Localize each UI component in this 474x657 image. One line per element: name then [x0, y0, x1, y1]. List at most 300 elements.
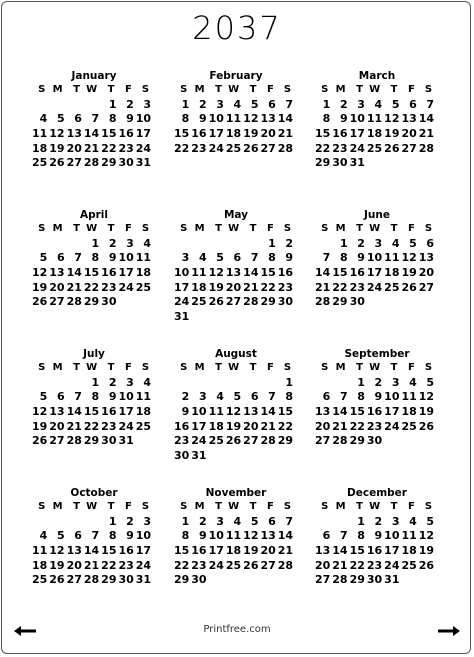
day-cell: 1 — [285, 375, 294, 389]
day-cell: 8 — [108, 112, 117, 126]
weekday-header: T — [249, 501, 257, 512]
day-cell: 3 — [391, 375, 400, 389]
day-cell: 25 — [384, 280, 400, 294]
blank-cell — [47, 376, 64, 391]
day-cell: 19 — [49, 558, 65, 572]
day-cell: 8 — [285, 390, 294, 404]
day-cell: 26 — [418, 558, 435, 572]
day-cell: 27 — [225, 295, 242, 309]
day-cell: 4 — [233, 97, 242, 111]
day-cell: 17 — [366, 266, 383, 280]
day-cell: 16 — [191, 127, 207, 141]
day-cell: 20 — [418, 266, 435, 280]
day-cell: 27 — [66, 156, 82, 170]
day-cell: 4 — [374, 97, 383, 111]
day-cell: 26 — [384, 141, 400, 155]
blank-cell — [47, 237, 64, 252]
weekday-header: T — [107, 84, 115, 95]
day-cell: 10 — [118, 390, 134, 404]
day-cell: 25 — [31, 573, 48, 587]
weekday-header: T — [249, 84, 257, 95]
day-cell: 25 — [191, 295, 207, 309]
day-cell: 12 — [401, 251, 417, 265]
day-cell: 31 — [349, 156, 365, 170]
day-cell: 5 — [426, 514, 435, 528]
day-cell: 31 — [118, 434, 134, 448]
day-cell: 17 — [135, 127, 152, 141]
day-cell: 30 — [118, 573, 134, 587]
day-cell: 22 — [349, 419, 365, 433]
weekday-header: F — [124, 223, 132, 234]
day-cell: 20 — [243, 419, 259, 433]
day-cell: 14 — [83, 127, 100, 141]
day-cell: 29 — [349, 434, 365, 448]
day-cell: 2 — [357, 236, 365, 250]
day-cell: 22 — [332, 280, 348, 294]
weekday-header: T — [356, 84, 363, 95]
day-cell: 22 — [260, 280, 276, 294]
day-cell: 22 — [173, 141, 190, 155]
day-cell: 28 — [314, 295, 331, 309]
day-cell: 21 — [277, 127, 294, 141]
weekday-header: T — [215, 84, 222, 95]
day-cell: 17 — [384, 405, 400, 419]
day-cell: 26 — [49, 156, 65, 170]
day-cell: 2 — [198, 97, 207, 111]
day-cell: 6 — [322, 529, 331, 543]
day-cell: 2 — [198, 514, 207, 528]
day-cell: 5 — [39, 390, 48, 404]
day-cell: 20 — [314, 419, 331, 433]
day-cell: 24 — [366, 280, 383, 294]
day-cell: 29 — [173, 573, 190, 587]
day-cell: 18 — [31, 558, 48, 572]
day-cell: 28 — [83, 156, 100, 170]
day-cell: 6 — [426, 236, 435, 250]
day-grid — [30, 83, 158, 171]
day-cell: 4 — [216, 390, 224, 404]
weekday-header: T — [215, 362, 222, 373]
day-cell: 25 — [31, 156, 48, 170]
day-cell: 14 — [277, 529, 294, 543]
day-cell: 16 — [173, 419, 190, 433]
day-cell: 13 — [243, 405, 259, 419]
blank-cell — [313, 515, 330, 530]
blank-cell — [330, 376, 347, 391]
day-cell: 3 — [143, 97, 152, 111]
day-cell: 12 — [31, 266, 48, 280]
day-cell: 1 — [357, 375, 365, 389]
day-cell: 3 — [181, 251, 190, 265]
weekday-header: F — [407, 362, 415, 373]
month-november — [172, 486, 300, 588]
day-grid — [172, 361, 300, 464]
blank-cell — [30, 237, 47, 252]
day-cell: 5 — [233, 390, 242, 404]
day-cell: 20 — [260, 544, 276, 558]
weekday-header: W — [369, 223, 381, 234]
day-cell: 18 — [31, 141, 48, 155]
day-cell: 14 — [243, 266, 259, 280]
day-cell: 12 — [31, 405, 48, 419]
day-cell: 26 — [31, 434, 48, 448]
day-cell: 19 — [418, 544, 435, 558]
weekday-header: W — [228, 84, 240, 95]
day-cell: 9 — [198, 529, 207, 543]
day-cell: 13 — [66, 544, 82, 558]
day-cell: 16 — [118, 544, 134, 558]
day-cell: 17 — [135, 544, 152, 558]
weekday-header: F — [124, 362, 132, 373]
day-cell: 13 — [49, 266, 65, 280]
day-cell: 7 — [285, 97, 294, 111]
weekday-header: F — [266, 223, 274, 234]
day-cell: 19 — [418, 405, 435, 419]
weekday-header: S — [424, 84, 433, 95]
day-cell: 15 — [173, 544, 190, 558]
day-cell: 29 — [101, 156, 117, 170]
blank-cell — [224, 237, 241, 252]
day-cell: 3 — [391, 514, 400, 528]
day-cell: 3 — [216, 514, 224, 528]
day-cell: 25 — [135, 280, 152, 294]
day-cell: 17 — [173, 280, 190, 294]
weekday-header: T — [249, 223, 257, 234]
day-cell: 13 — [401, 112, 417, 126]
blank-cell — [189, 237, 206, 252]
day-cell: 23 — [366, 419, 383, 433]
weekday-header: S — [180, 362, 188, 373]
blank-cell — [82, 515, 99, 530]
day-cell: 8 — [268, 251, 276, 265]
day-cell: 26 — [49, 573, 65, 587]
day-cell: 7 — [74, 251, 82, 265]
day-cell: 23 — [191, 558, 207, 572]
day-cell: 15 — [83, 405, 100, 419]
blank-cell — [313, 237, 330, 252]
day-cell: 12 — [243, 529, 259, 543]
day-cell: 1 — [91, 375, 100, 389]
day-cell: 21 — [332, 419, 348, 433]
day-cell: 24 — [208, 141, 224, 155]
day-cell: 23 — [277, 280, 294, 294]
day-cell: 30 — [366, 434, 383, 448]
day-cell: 18 — [401, 544, 417, 558]
day-cell: 15 — [277, 405, 294, 419]
day-cell: 11 — [401, 390, 417, 404]
day-cell: 18 — [135, 266, 152, 280]
day-cell: 24 — [135, 141, 152, 155]
day-cell: 13 — [260, 529, 276, 543]
day-cell: 18 — [191, 280, 207, 294]
day-cell: 9 — [126, 529, 134, 543]
weekday-header: S — [38, 84, 46, 95]
day-cell: 15 — [83, 266, 100, 280]
day-cell: 5 — [409, 236, 417, 250]
day-cell: 9 — [108, 390, 117, 404]
weekday-header: T — [356, 501, 363, 512]
day-cell: 11 — [401, 529, 417, 543]
weekday-header: W — [86, 84, 98, 95]
day-cell: 20 — [314, 558, 331, 572]
day-cell: 14 — [66, 266, 82, 280]
day-cell: 5 — [216, 251, 224, 265]
day-cell: 2 — [126, 514, 134, 528]
month-name: January — [71, 70, 117, 82]
day-cell: 10 — [135, 112, 152, 126]
day-cell: 8 — [339, 251, 348, 265]
day-cell: 1 — [181, 97, 190, 111]
day-cell: 3 — [126, 375, 134, 389]
day-cell: 12 — [208, 266, 224, 280]
day-cell: 22 — [83, 419, 100, 433]
month-january — [30, 69, 158, 171]
day-cell: 15 — [332, 266, 348, 280]
weekday-header: T — [107, 223, 115, 234]
weekday-header: W — [228, 223, 240, 234]
day-cell: 3 — [216, 97, 224, 111]
day-cell: 24 — [208, 558, 224, 572]
day-cell: 26 — [225, 434, 242, 448]
day-cell: 11 — [225, 529, 242, 543]
day-cell: 17 — [208, 127, 224, 141]
day-cell: 29 — [83, 295, 100, 309]
day-cell: 23 — [332, 141, 348, 155]
day-cell: 28 — [66, 434, 82, 448]
day-cell: 8 — [91, 251, 100, 265]
month-february — [172, 69, 300, 156]
day-cell: 30 — [118, 156, 134, 170]
weekday-header: M — [335, 501, 346, 512]
day-cell: 7 — [426, 97, 435, 111]
blank-cell — [65, 98, 82, 113]
weekday-header: S — [38, 362, 46, 373]
day-cell: 5 — [250, 514, 259, 528]
weekday-header: W — [228, 362, 240, 373]
blank-cell — [65, 376, 82, 391]
blank-cell — [82, 98, 99, 113]
weekday-header: S — [424, 501, 433, 512]
weekday-header: M — [194, 501, 205, 512]
day-cell: 10 — [384, 390, 400, 404]
day-cell: 9 — [126, 112, 134, 126]
day-cell: 21 — [418, 127, 435, 141]
blank-cell — [330, 515, 347, 530]
weekday-header: S — [321, 223, 329, 234]
day-cell: 14 — [277, 112, 294, 126]
day-cell: 10 — [191, 405, 207, 419]
blank-cell — [65, 237, 82, 252]
day-cell: 12 — [49, 544, 65, 558]
weekday-header: M — [194, 84, 205, 95]
day-cell: 22 — [101, 141, 117, 155]
day-cell: 15 — [349, 544, 365, 558]
day-cell: 6 — [233, 251, 242, 265]
day-cell: 5 — [56, 112, 65, 126]
day-cell: 1 — [268, 236, 276, 250]
day-cell: 30 — [173, 449, 190, 463]
weekday-header: F — [407, 84, 415, 95]
day-cell: 24 — [135, 558, 152, 572]
day-cell: 11 — [31, 544, 48, 558]
day-cell: 8 — [357, 529, 365, 543]
day-cell: 21 — [260, 419, 276, 433]
weekday-header: F — [266, 84, 274, 95]
blank-cell — [30, 515, 47, 530]
day-cell: 5 — [391, 97, 400, 111]
day-cell: 6 — [322, 390, 331, 404]
day-cell: 27 — [243, 434, 259, 448]
day-cell: 6 — [74, 529, 82, 543]
month-august — [172, 347, 300, 464]
day-grid — [30, 500, 158, 588]
day-cell: 22 — [277, 419, 294, 433]
day-cell: 4 — [391, 236, 400, 250]
day-cell: 11 — [31, 127, 48, 141]
day-cell: 11 — [384, 251, 400, 265]
day-grid — [30, 222, 158, 310]
weekday-header: M — [335, 84, 346, 95]
day-cell: 7 — [285, 514, 294, 528]
day-cell: 8 — [357, 390, 365, 404]
day-cell: 4 — [409, 514, 417, 528]
day-cell: 13 — [66, 127, 82, 141]
day-cell: 9 — [108, 251, 117, 265]
day-cell: 12 — [49, 127, 65, 141]
day-cell: 2 — [108, 236, 117, 250]
day-cell: 10 — [349, 112, 365, 126]
day-cell: 17 — [349, 127, 365, 141]
day-cell: 5 — [426, 375, 435, 389]
month-name: November — [205, 487, 267, 499]
month-may — [172, 208, 300, 325]
weekday-header: S — [321, 362, 329, 373]
weekday-header: S — [180, 84, 188, 95]
day-cell: 21 — [66, 280, 82, 294]
day-cell: 23 — [118, 141, 134, 155]
month-october — [30, 486, 158, 588]
day-cell: 29 — [83, 434, 100, 448]
day-cell: 27 — [314, 573, 331, 587]
day-cell: 17 — [384, 544, 400, 558]
day-cell: 23 — [349, 280, 365, 294]
day-cell: 16 — [332, 127, 348, 141]
weekday-header: T — [73, 362, 80, 373]
day-cell: 16 — [277, 266, 294, 280]
day-cell: 25 — [225, 558, 242, 572]
day-cell: 15 — [314, 127, 331, 141]
day-grid — [172, 83, 300, 156]
weekday-header: S — [38, 223, 46, 234]
day-cell: 14 — [260, 405, 276, 419]
day-cell: 19 — [49, 141, 65, 155]
weekday-header: F — [266, 362, 274, 373]
day-cell: 24 — [191, 434, 207, 448]
right-arrow-icon[interactable] — [438, 626, 460, 636]
day-cell: 14 — [332, 405, 348, 419]
day-cell: 18 — [208, 419, 224, 433]
weekday-header: W — [369, 362, 381, 373]
day-cell: 13 — [314, 405, 331, 419]
day-cell: 7 — [339, 390, 348, 404]
day-cell: 7 — [322, 251, 331, 265]
day-cell: 25 — [225, 141, 242, 155]
weekday-header: M — [194, 223, 205, 234]
day-cell: 30 — [191, 573, 207, 587]
day-cell: 20 — [260, 127, 276, 141]
day-cell: 7 — [74, 390, 82, 404]
day-cell: 9 — [357, 251, 365, 265]
day-cell: 23 — [191, 141, 207, 155]
day-cell: 20 — [49, 280, 65, 294]
month-name: June — [364, 209, 390, 221]
day-cell: 20 — [66, 141, 82, 155]
weekday-header: T — [356, 362, 363, 373]
day-cell: 24 — [118, 419, 134, 433]
blank-cell — [30, 376, 47, 391]
day-cell: 3 — [126, 236, 134, 250]
blank-cell — [47, 515, 64, 530]
blank-cell — [172, 376, 189, 391]
weekday-header: S — [141, 362, 150, 373]
day-cell: 1 — [322, 97, 331, 111]
weekday-header: S — [321, 501, 329, 512]
day-cell: 8 — [322, 112, 331, 126]
day-cell: 29 — [349, 573, 365, 587]
day-cell: 25 — [135, 419, 152, 433]
day-cell: 6 — [74, 112, 82, 126]
day-cell: 9 — [198, 112, 207, 126]
day-cell: 16 — [366, 544, 383, 558]
day-cell: 3 — [198, 390, 207, 404]
day-cell: 14 — [66, 405, 82, 419]
day-cell: 31 — [135, 156, 152, 170]
year-title: 2037 — [192, 9, 282, 47]
weekday-header: S — [283, 223, 292, 234]
day-cell: 25 — [401, 419, 417, 433]
day-cell: 26 — [31, 295, 48, 309]
day-cell: 5 — [250, 97, 259, 111]
day-cell: 21 — [314, 280, 331, 294]
day-cell: 20 — [225, 280, 242, 294]
day-cell: 4 — [143, 375, 152, 389]
month-name: September — [344, 348, 410, 360]
day-cell: 20 — [49, 419, 65, 433]
day-cell: 21 — [66, 419, 82, 433]
day-cell: 28 — [332, 434, 348, 448]
left-arrow-icon[interactable] — [14, 626, 36, 636]
day-cell: 15 — [101, 127, 117, 141]
day-cell: 2 — [181, 390, 190, 404]
weekday-header: W — [228, 501, 240, 512]
day-cell: 11 — [135, 390, 152, 404]
weekday-header: T — [390, 501, 398, 512]
day-cell: 23 — [366, 558, 383, 572]
day-cell: 16 — [191, 544, 207, 558]
footer-credit[interactable]: Printfree.com — [203, 624, 271, 635]
day-cell: 6 — [250, 390, 259, 404]
day-cell: 3 — [357, 97, 365, 111]
day-cell: 19 — [243, 544, 259, 558]
month-name: October — [70, 487, 118, 499]
day-cell: 2 — [374, 514, 383, 528]
day-cell: 28 — [277, 141, 294, 155]
day-cell: 25 — [401, 558, 417, 572]
day-cell: 26 — [243, 141, 259, 155]
month-name: February — [209, 70, 263, 82]
weekday-header: S — [283, 84, 292, 95]
day-cell: 8 — [181, 529, 190, 543]
